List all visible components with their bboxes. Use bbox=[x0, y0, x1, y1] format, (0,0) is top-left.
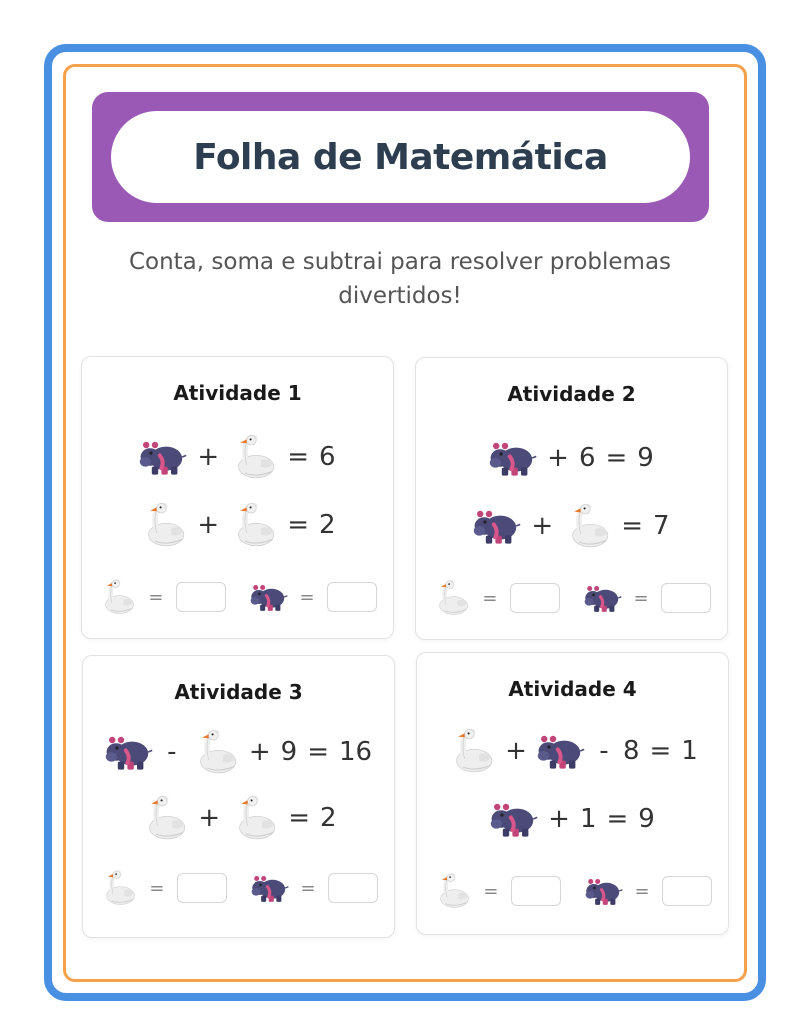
result: 7 bbox=[653, 511, 670, 541]
activity-title: Atividade 3 bbox=[174, 680, 303, 704]
subtitle-line-1: Conta, soma e subtrai para resolver problemas bbox=[128, 249, 672, 275]
subtitle bbox=[100, 245, 700, 313]
swan-icon bbox=[229, 432, 277, 482]
answer-row bbox=[83, 866, 394, 910]
result: 2 bbox=[320, 803, 337, 833]
swan-answer-box[interactable] bbox=[177, 873, 227, 903]
equation-row-1 bbox=[83, 724, 394, 780]
swan-icon bbox=[98, 577, 136, 617]
equals-sign: = bbox=[649, 736, 672, 766]
swan-icon bbox=[139, 500, 187, 550]
swan-icon bbox=[447, 726, 495, 776]
equals-sign: = bbox=[621, 511, 644, 541]
equals-sign: = bbox=[299, 586, 315, 608]
hippo-icon bbox=[139, 437, 187, 477]
result: 9 bbox=[637, 443, 654, 473]
answer-row bbox=[416, 576, 727, 620]
operator: + bbox=[531, 511, 554, 541]
operator: + bbox=[197, 442, 220, 472]
number: 1 bbox=[579, 804, 597, 834]
activity-title: Atividade 2 bbox=[507, 382, 636, 406]
hippo-answer-box[interactable] bbox=[328, 873, 378, 903]
equals-sign: = bbox=[482, 587, 498, 609]
number: 6 bbox=[578, 443, 596, 473]
equals-sign: = bbox=[633, 587, 649, 609]
hippo-icon bbox=[585, 875, 623, 907]
equals-sign: = bbox=[288, 803, 311, 833]
number: 9 bbox=[280, 737, 298, 767]
hippo-icon bbox=[473, 506, 521, 546]
page-title: Folha de Matemática bbox=[193, 136, 608, 178]
operator: + bbox=[505, 736, 527, 766]
swan-icon bbox=[99, 868, 137, 908]
header-pill bbox=[111, 111, 690, 203]
result: 9 bbox=[638, 804, 655, 834]
hippo-icon bbox=[489, 438, 537, 478]
hippo-icon bbox=[251, 872, 289, 904]
result: 1 bbox=[681, 736, 698, 766]
activity-card-3 bbox=[82, 655, 395, 938]
equation-row-1 bbox=[82, 429, 393, 485]
operator: + bbox=[547, 443, 569, 473]
swan-answer-box[interactable] bbox=[510, 583, 560, 613]
operator: - bbox=[599, 736, 609, 766]
operator: + bbox=[548, 804, 570, 834]
hippo-answer-box[interactable] bbox=[661, 583, 711, 613]
equals-sign: = bbox=[483, 880, 499, 902]
hippo-icon bbox=[537, 731, 585, 771]
swan-icon bbox=[432, 578, 470, 618]
hippo-icon bbox=[250, 581, 288, 613]
hippo-icon bbox=[105, 732, 153, 772]
equals-sign: = bbox=[307, 737, 330, 767]
operator: + bbox=[198, 803, 221, 833]
equals-sign: = bbox=[634, 880, 650, 902]
hippo-icon bbox=[584, 582, 622, 614]
answer-row bbox=[82, 575, 393, 619]
operator: - bbox=[167, 737, 177, 767]
swan-icon bbox=[433, 871, 471, 911]
equals-sign: = bbox=[287, 442, 310, 472]
equation-row-2 bbox=[83, 790, 394, 846]
operator: + bbox=[197, 510, 220, 540]
operator: + bbox=[248, 737, 271, 767]
subtitle-line-2: divertidos! bbox=[338, 283, 462, 309]
equation-row-1 bbox=[416, 430, 727, 486]
equation-row-2 bbox=[82, 497, 393, 553]
equals-sign: = bbox=[148, 586, 164, 608]
equation-row-2 bbox=[416, 498, 727, 554]
swan-answer-box[interactable] bbox=[176, 582, 226, 612]
hippo-answer-box[interactable] bbox=[327, 582, 377, 612]
activity-card-4 bbox=[416, 652, 729, 935]
equals-sign: = bbox=[149, 877, 165, 899]
activity-card-1 bbox=[81, 356, 394, 639]
hippo-icon bbox=[490, 799, 538, 839]
equals-sign: = bbox=[605, 443, 628, 473]
activity-title: Atividade 1 bbox=[173, 381, 302, 405]
swan-icon bbox=[191, 727, 239, 777]
result: 6 bbox=[319, 442, 336, 472]
hippo-answer-box[interactable] bbox=[662, 876, 712, 906]
equals-sign: = bbox=[287, 510, 310, 540]
swan-icon bbox=[563, 501, 611, 551]
result: 16 bbox=[339, 737, 373, 767]
equals-sign: = bbox=[300, 877, 316, 899]
swan-icon bbox=[229, 500, 277, 550]
number: 8 bbox=[622, 736, 640, 766]
equation-row-2 bbox=[417, 791, 728, 847]
answer-row bbox=[417, 869, 728, 913]
activity-card-2 bbox=[415, 357, 728, 640]
swan-answer-box[interactable] bbox=[511, 876, 561, 906]
equals-sign: = bbox=[606, 804, 629, 834]
swan-icon bbox=[230, 793, 278, 843]
equation-row-1 bbox=[417, 723, 728, 779]
swan-icon bbox=[140, 793, 188, 843]
result: 2 bbox=[319, 510, 336, 540]
activity-title: Atividade 4 bbox=[508, 677, 637, 701]
